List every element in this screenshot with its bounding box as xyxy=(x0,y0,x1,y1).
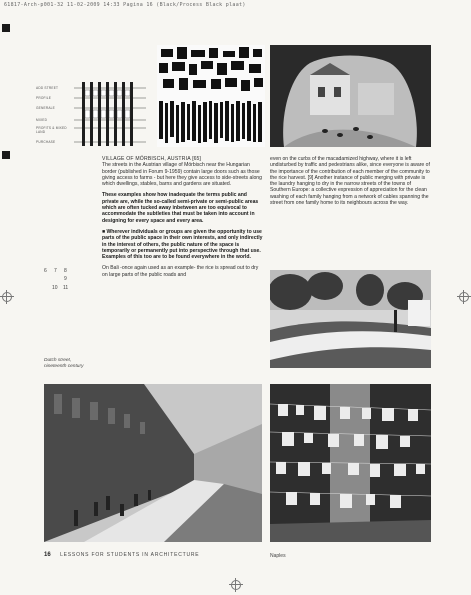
village-plan-image xyxy=(157,45,265,147)
body-column-right xyxy=(270,156,432,211)
figure-number: 8 xyxy=(64,268,67,274)
registration-mark xyxy=(2,151,10,159)
print-slug: 61817-Arch-p001-32 11-02-2009 14:33 Pagina 16 (Black/Process Black plaat) xyxy=(4,2,246,8)
paragraph: On Bali -once again used as an example- the rice is spread out to dry on large parts of the public roads and xyxy=(102,265,259,278)
body-column-left xyxy=(102,156,265,283)
diagram-label: PROFITS & MIXED xyxy=(36,126,67,130)
diagram-label: GENERALE xyxy=(36,106,55,110)
diagram-label: PROFILE xyxy=(36,96,52,100)
village-street-photo xyxy=(270,45,431,147)
bali-road-photo xyxy=(270,270,431,368)
paragraph: even on the curbs of the macadamized highway, where it is left undisturbed by traffic and pedestrians alike, since everyone is aware of the importance of the contribution of each member of the community to the rice harvest. [9] Another instance of public merging with private is the laundry hanging to dry in the narrow streets of the towns of Southern Europe: a collective expression of appreciation for the clean washing of each family hanging from a network of cables spanning the street from one family home to its neighbours across the way. xyxy=(270,156,430,207)
figure-number: 7 xyxy=(54,268,57,274)
figure-number: 10 xyxy=(52,285,58,291)
figure-numbers xyxy=(44,268,84,300)
footer-right-caption: Naples xyxy=(270,553,286,559)
figure-number: 6 xyxy=(44,268,47,274)
registration-mark xyxy=(2,24,10,32)
diagram-label: MIXED xyxy=(36,118,48,122)
crosshair-mark-left xyxy=(0,290,14,304)
paragraph-bold: These examples show how inadequate the terms public and private are, while the so-called semi-private or semi-public areas which are often tucked away inbetween are too equivocal to accommodate the subtleties that must be taken into account in designing for every space and every area. xyxy=(102,192,259,224)
diagram-label: PURCHASE xyxy=(36,140,56,144)
dutch-street-photo xyxy=(44,384,262,542)
paragraph: The streets in the Austrian village of Mörbisch near the Hungarian border (published in Forum 9-1959) contain large doors such as those giving access to farms - but here they give access to side-streets along which dwellings, stables, barns and gardens are situated. xyxy=(102,162,262,188)
section-drawing xyxy=(74,80,146,150)
street-section-diagram xyxy=(36,80,146,150)
heading-reference: [65] xyxy=(192,156,201,162)
naples-laundry-photo xyxy=(270,384,431,542)
running-title: LESSONS FOR STUDENTS IN ARCHITECTURE xyxy=(60,552,200,558)
caption-dutch-street: Dutch street, nineteenth century xyxy=(44,358,84,369)
crosshair-mark-right xyxy=(457,290,471,304)
footer-left xyxy=(44,552,199,558)
paragraph-bold: ■ Wherever individuals or groups are given the opportunity to use parts of the public space in their own interests, and only indirectly in the interest of others, the public nature of the space is temporarily or permanently put into perspective through that use. Examples of this too are to be found everywhere in the world. xyxy=(102,228,263,261)
crosshair-mark-bottom xyxy=(229,578,243,592)
diagram-label: LAND xyxy=(36,130,46,134)
diagram-labels xyxy=(36,80,72,150)
diagram-label: ADD STREET xyxy=(36,86,59,90)
section-heading: VILLAGE OF MÖRBISCH, AUSTRIA xyxy=(102,156,191,162)
figure-number: 11 xyxy=(63,285,69,291)
page-number: 16 xyxy=(44,552,51,558)
figure-number: 9 xyxy=(64,276,67,282)
